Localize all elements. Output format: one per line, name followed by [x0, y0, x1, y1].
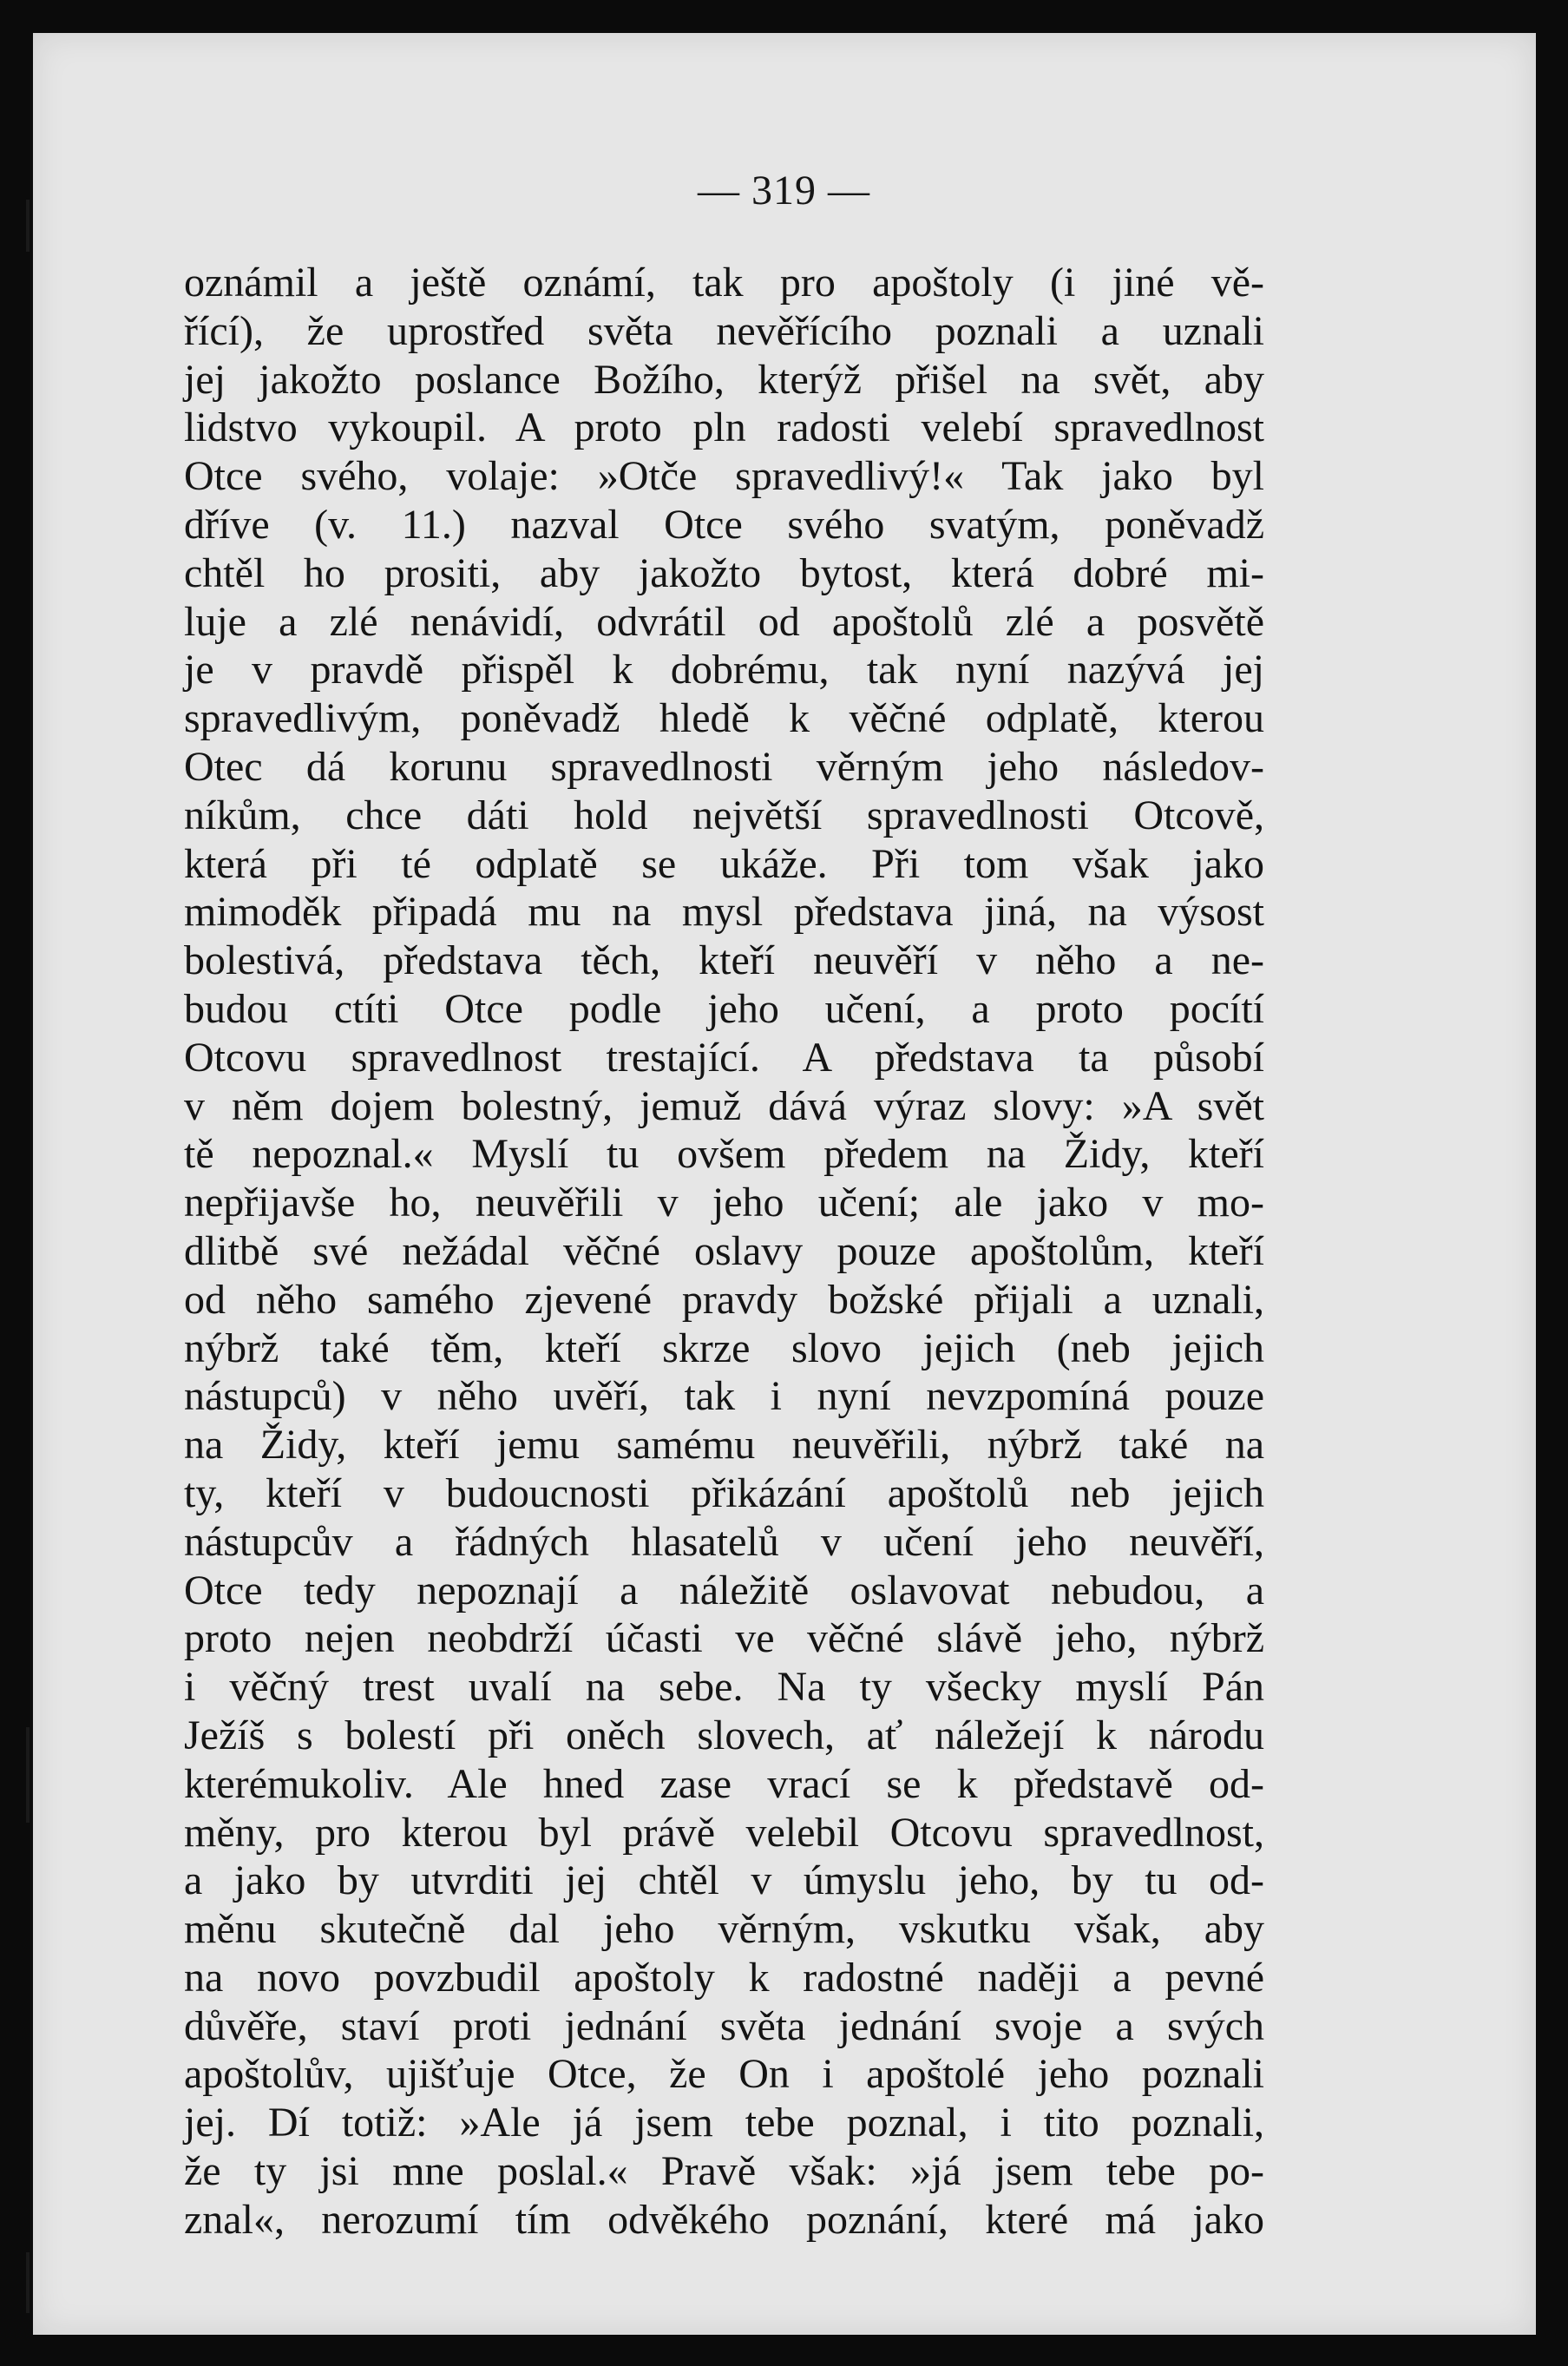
text-line: níkům, chce dáti hold největší spravedlnosti Otcově,	[184, 792, 1264, 838]
text-line: nástupců) v něho uvěří, tak i nyní nevzpomíná pouze	[184, 1373, 1264, 1420]
text-line: která při té odplatě se ukáže. Při tom však jako	[184, 840, 1264, 887]
text-line: v něm dojem bolestný, jemuž dává výraz slovy: »A svět	[184, 1082, 1264, 1129]
text-line: Ježíš s bolestí při oněch slovech, ať náležejí k národu	[184, 1712, 1264, 1758]
text-line: mimoděk připadá mu na mysl představa jiná, na výsost	[184, 889, 1264, 936]
text-line: Otce svého, volaje: »Otče spravedlivý!« Tak jako byl	[184, 453, 1264, 500]
text-line: dlitbě své nežádal věčné oslavy pouze apoštolům, kteří	[184, 1227, 1264, 1274]
text-line: měnu skutečně dal jeho věrným, vskutku však, aby	[184, 1906, 1264, 1953]
text-line: i věčný trest uvalí na sebe. Na ty všecky myslí Pán	[184, 1664, 1264, 1711]
text-line: oznámil a ještě oznámí, tak pro apoštoly (i jiné vě-	[184, 260, 1264, 306]
text-line: nýbrž také těm, kteří skrze slovo jejich (neb jejich	[184, 1324, 1264, 1371]
text-line: řící), že uprostřed světa nevěřícího poznali a uznali	[184, 307, 1264, 354]
text-line: měny, pro kterou byl právě velebil Otcovu spravedlnost,	[184, 1809, 1264, 1856]
binding-edge-mark	[26, 1727, 30, 1823]
binding-edge-mark	[26, 2252, 30, 2313]
text-line: Otce tedy nepoznají a náležitě oslavovat nebudou, a	[184, 1567, 1264, 1613]
text-line: na Židy, kteří jemu samému neuvěřili, nýbrž také na	[184, 1422, 1264, 1469]
text-line: spravedlivým, poněvadž hledě k věčné odplatě, kterou	[184, 695, 1264, 742]
text-line: budou ctíti Otce podle jeho učení, a proto pocítí	[184, 985, 1264, 1032]
text-line: od něho samého zjevené pravdy božské přijali a uznali,	[184, 1276, 1264, 1323]
body-text	[184, 259, 1264, 2244]
text-line: jej jakožto poslance Božího, kterýž přišel na svět, aby	[184, 356, 1264, 403]
text-line: Otcovu spravedlnost trestající. A představa ta působí	[184, 1034, 1264, 1081]
page-number: — 319 —	[698, 168, 870, 214]
text-line: proto nejen neobdrží účasti ve věčné slávě jeho, nýbrž	[184, 1615, 1264, 1662]
text-line: důvěře, staví proti jednání světa jednání svoje a svých	[184, 2002, 1264, 2049]
text-line: jej. Dí totiž: »Ale já jsem tebe poznal, i tito poznali,	[184, 2100, 1264, 2146]
text-line: na novo povzbudil apoštoly k radostné naději a pevné	[184, 1954, 1264, 2001]
text-line: lidstvo vykoupil. A proto pln radosti velebí spravedlnost	[184, 404, 1264, 451]
text-line: že ty jsi mne poslal.« Pravě však: »já jsem tebe po-	[184, 2148, 1264, 2195]
text-line: chtěl ho prositi, aby jakožto bytost, která dobré mi-	[184, 549, 1264, 596]
text-line: je v pravdě přispěl k dobrému, tak nyní nazývá jej	[184, 647, 1264, 693]
text-line: a jako by utvrditi jej chtěl v úmyslu jeho, by tu od-	[184, 1857, 1264, 1904]
text-line: luje a zlé nenávidí, odvrátil od apoštolů zlé a posvětě	[184, 598, 1264, 645]
text-line: nástupcův a řádných hlasatelů v učení jeho neuvěří,	[184, 1518, 1264, 1565]
text-line: tě nepoznal.« Myslí tu ovšem předem na Židy, kteří	[184, 1131, 1264, 1178]
text-line: Otec dá korunu spravedlnosti věrným jeho následov-	[184, 743, 1264, 790]
text-line: apoštolův, ujišťuje Otce, že On i apoštolé jeho poznali	[184, 2051, 1264, 2098]
text-line: bolestivá, představa těch, kteří neuvěří v něho a ne-	[184, 937, 1264, 984]
text-line: kterémukoliv. Ale hned zase vrací se k představě od-	[184, 1760, 1264, 1807]
text-line: znal«, nerozumí tím odvěkého poznání, které má jako	[184, 2196, 1264, 2243]
text-line: dříve (v. 11.) nazval Otce svého svatým, poněvadž	[184, 501, 1264, 548]
text-line: nepřijavše ho, neuvěřili v jeho učení; ale jako v mo-	[184, 1180, 1264, 1226]
text-line: ty, kteří v budoucnosti přikázání apoštolů neb jejich	[184, 1469, 1264, 1516]
